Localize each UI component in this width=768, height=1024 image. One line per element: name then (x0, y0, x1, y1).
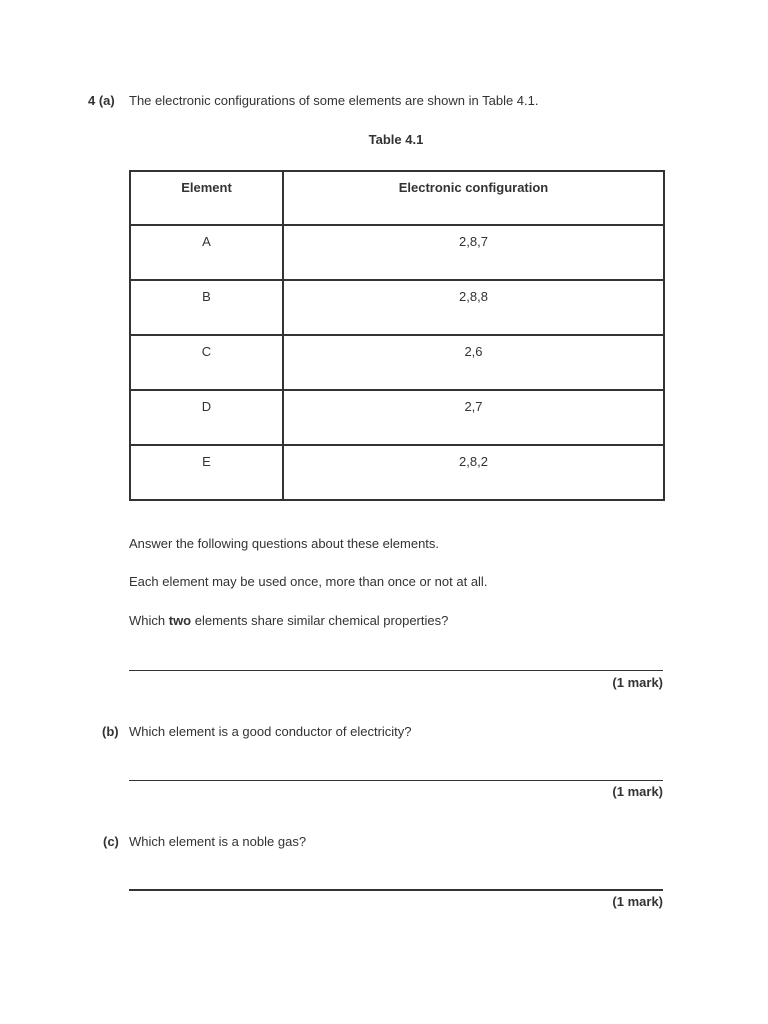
part-c-answer-line[interactable] (129, 889, 663, 891)
part-b-question: Which element is a good conductor of electricity? (129, 724, 412, 739)
table-row (130, 225, 664, 280)
part-b-label: (b) (102, 724, 119, 739)
cell-configuration: 2,6 (283, 335, 664, 390)
table-row (130, 390, 664, 445)
cell-element: C (130, 335, 283, 390)
instruction-element-usage: Each element may be used once, more than once or not at all. (129, 574, 488, 589)
cell-element: E (130, 445, 283, 500)
table-row (130, 445, 664, 500)
header-element: Element (130, 171, 283, 225)
question-number-4a: 4 (a) (88, 93, 115, 108)
part-a-answer-line[interactable] (129, 670, 663, 671)
part-c-label: (c) (103, 834, 119, 849)
cell-element: B (130, 280, 283, 335)
question-intro: The electronic configurations of some elements are shown in Table 4.1. (129, 93, 539, 108)
cell-configuration: 2,7 (283, 390, 664, 445)
table-caption: Table 4.1 (368, 132, 424, 147)
cell-configuration: 2,8,2 (283, 445, 664, 500)
part-a-question (129, 613, 448, 628)
header-electronic-configuration: Electronic configuration (283, 171, 664, 225)
part-c-mark: (1 mark) (612, 894, 663, 909)
table-header-row (130, 171, 664, 225)
table-row (130, 280, 664, 335)
part-a-mark: (1 mark) (612, 675, 663, 690)
cell-configuration: 2,8,8 (283, 280, 664, 335)
electronic-configuration-table (129, 170, 665, 501)
part-a-question-emphasis: two (168, 613, 192, 628)
part-b-answer-line[interactable] (129, 780, 663, 781)
part-a-question-prefix: Which (129, 613, 169, 628)
cell-element: D (130, 390, 283, 445)
cell-element: A (130, 225, 283, 280)
instruction-answer-questions: Answer the following questions about these elements. (129, 536, 440, 551)
table-row (130, 335, 664, 390)
part-c-question: Which element is a noble gas? (129, 834, 307, 849)
part-a-question-suffix: elements share similar chemical properties? (191, 613, 449, 628)
part-b-mark: (1 mark) (612, 784, 663, 799)
cell-configuration: 2,8,7 (283, 225, 664, 280)
